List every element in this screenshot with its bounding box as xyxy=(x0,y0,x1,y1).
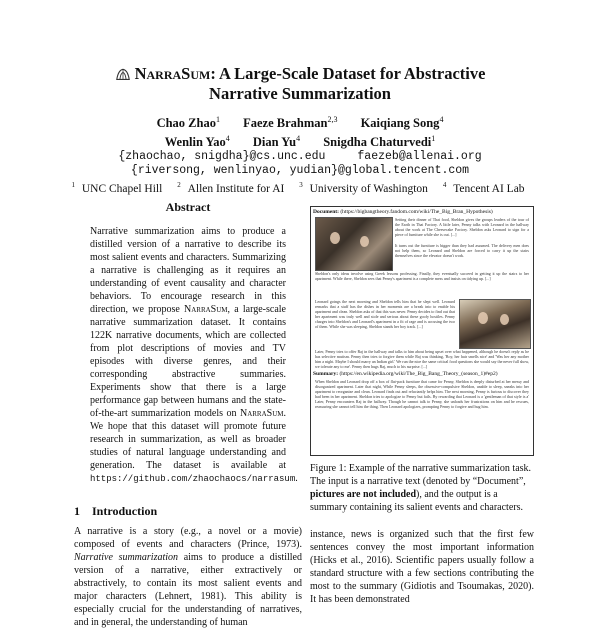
dataset-name: NarraSum xyxy=(134,64,211,83)
left-column xyxy=(74,200,302,629)
title-rest: : A Large-Scale Dataset for Abstractive xyxy=(210,64,486,83)
figure-document-text: Later, Penny tries to offer Raj in the hallway and talks to him about being upset over what happened, although he doesn't reply as he has selective mutism. Penny then tries to forgive them while Raj was thinking, 'Boy, her hair smells nice' and 'Was her any mother him a night. Maybe I should marry an Indian girl.' We run the nice the same critical food questions she would say the never full show, we tolerate any to me'. Penny then hugs Raj, much to his surprise. [...] xyxy=(315,349,530,369)
author: Faeze Brahman$^{2,3}$ xyxy=(243,115,338,131)
abstract-heading: Abstract xyxy=(165,200,211,214)
title-block xyxy=(60,64,540,196)
right-column-body: instance, news is organized such that the first few sentences convey the most important information (Hicks et al., 2016). Scientific papers usually follow a standard structure with a few sections contributing the most to the summary (Gidiotis and Tsoumakas, 2020). It has been demonstrated xyxy=(310,529,534,605)
figure-1 xyxy=(310,206,534,456)
affiliation: $^1$ UNC Chapel Hill xyxy=(71,181,163,196)
author: Wenlin Yao$^4$ xyxy=(164,134,230,150)
paper-title-line-2: Narrative Summarization xyxy=(209,84,391,103)
figure-document-text: It turns out the furniture is bigger than they had assumed. The delivery men does not help them, so Leonard and Sheldon are forced to carry it up the stairs themselves since the elevator doesn't work. xyxy=(395,243,529,258)
abstract-body: Narrative summarization aims to produce a distilled version of a narrative to describe its most salient events and characters. Summarizing a narrative is challenging as it requires an understanding of event causality and character behaviors. To encourage research in this direction, we propose NarraSum, a large-scale narrative summarization dataset. It contains 122K narrative documents, which are collected from plot descriptions of movies and TV episodes with diverse genres, and their corresponding abstractive summaries. Experiments show that there is a large performance gap between humans and the state-of-the-art summarization models on NarraSum. We hope that this dataset will promote future research in summarization, as well as broader studies of natural language understanding and generation. The dataset is available at https://github.com/zhaochaocs/narrasum. xyxy=(90,226,298,484)
section-heading-introduction: 1 Introduction xyxy=(74,504,158,518)
email-unc: {zhaochao, snigdha}@cs.unc.edu xyxy=(118,150,326,164)
author: Snigdha Chaturvedi$^1$ xyxy=(323,134,436,150)
affiliation: $^4$ Tencent AI Lab xyxy=(442,181,525,196)
affiliation: $^2$ Allen Institute for AI xyxy=(177,181,285,196)
figure-summary-text: When Sheldon and Leonard drop off a box of flat-pack furniture that came for Penny, Sheldon is deeply disturbed at her messy and disorganized apartment. Later that night, While Penny sleeps, the obsessive-compulsive Sheldon, unable to sleep, sneaks into her apartment to reorganize and clean. Leonard finds out and reluctantly helps him. The next morning, Penny is furious to discover they had been in her apartment. Sheldon tries to apologize to Penny but fails. By rewarding that Leonard is a 'gentleman of that style is a' Later, Penny encounters Raj in the hallway. Though he cannot talk to Penny, she unloads her frustrations on him and he rescues, reassuring she cannot tell him the thing. Then Leonard apologizes, prompting Penny to forgive and hug him. xyxy=(315,379,529,409)
figure-scene-image-2 xyxy=(459,299,531,349)
figure-document-text: Leonard goings the next morning and Sheldon tells him that he slept well. Leonard remarks that a stuff has the dishes in her moments are a break into to enable his apartment and clean. Sheldon asks of that this was never. Penny decides to find out that her apartment was truly well and stole and serious about these goofy hostiles. Penny charges into Sheldon's and Leonard's apartment in a fit of rage and is accusing the two of them. While she was sleeping, Sheldon stands her boy track. [...] xyxy=(315,299,455,329)
figure-document-text: Setting their dinner of Thai food, Sheldon gives the groups leaders of the tour of the Earth in Thai Factory. A little later, Penny talks with Leonard in the hallway about the work at The Cheesecake Factory. Sheldon asks Leonard to sign for a piece of furniture while she is out. [...] xyxy=(395,217,529,237)
figure-document-label: Document: (https://bigbangtheory.fandom.com/wiki/The_Big_Bran_Hypothesis) xyxy=(313,209,493,215)
dataset-url-link[interactable]: https://github.com/zhaochaocs/narrasum xyxy=(90,474,296,484)
affiliation: $^3$ University of Washington xyxy=(299,181,428,196)
figure-document-text: Sheldon's only ideas involve using Greek lessons professing. Finally, they eventually succeed in getting it up the stairs to her apartment. While there, Sheldon sees that Penny's apartment is a complete mess and insists on tidying up. [...] xyxy=(315,271,529,281)
authors-row-1 xyxy=(60,112,540,131)
author: Dian Yu$^4$ xyxy=(252,134,301,150)
author-emails xyxy=(60,150,540,178)
paper-title-line-1 xyxy=(60,64,540,84)
introduction-body: A narrative is a story (e.g., a novel or a movie) composed of events and characters (Prince, 1973). Narrative summarization aims to produce a distilled version of a narrative, either extractively or abstractively, to contain its most salient events and major characters (Lehnert, 1981). This ability is especially crucial for the understanding of narratives, and in general, the understanding of human xyxy=(74,526,302,628)
authors-row-2 xyxy=(60,131,540,150)
author: Chao Zhao$^1$ xyxy=(156,115,220,131)
figure-caption: Figure 1: Example of the narrative summarization task. The input is a narrative text (denoted by “Document”, pictures are not included), and the output is a summary containing its salient events and characters. xyxy=(310,463,532,513)
author: Kaiqiang Song$^4$ xyxy=(360,115,444,131)
figure-scene-image-1 xyxy=(315,217,393,271)
affiliations xyxy=(60,178,540,196)
email-allenai: faezeb@allenai.org xyxy=(357,150,482,164)
narrasum-logo-icon xyxy=(115,67,131,81)
authors xyxy=(60,112,540,150)
figure-summary-label: Summary: (https://en.wikipedia.org/wiki/The_Big_Bang_Theory_(season_1)#ep2) xyxy=(313,371,498,377)
email-tencent: {riversong, wenlinyao, yudian}@global.tencent.com xyxy=(130,164,470,178)
